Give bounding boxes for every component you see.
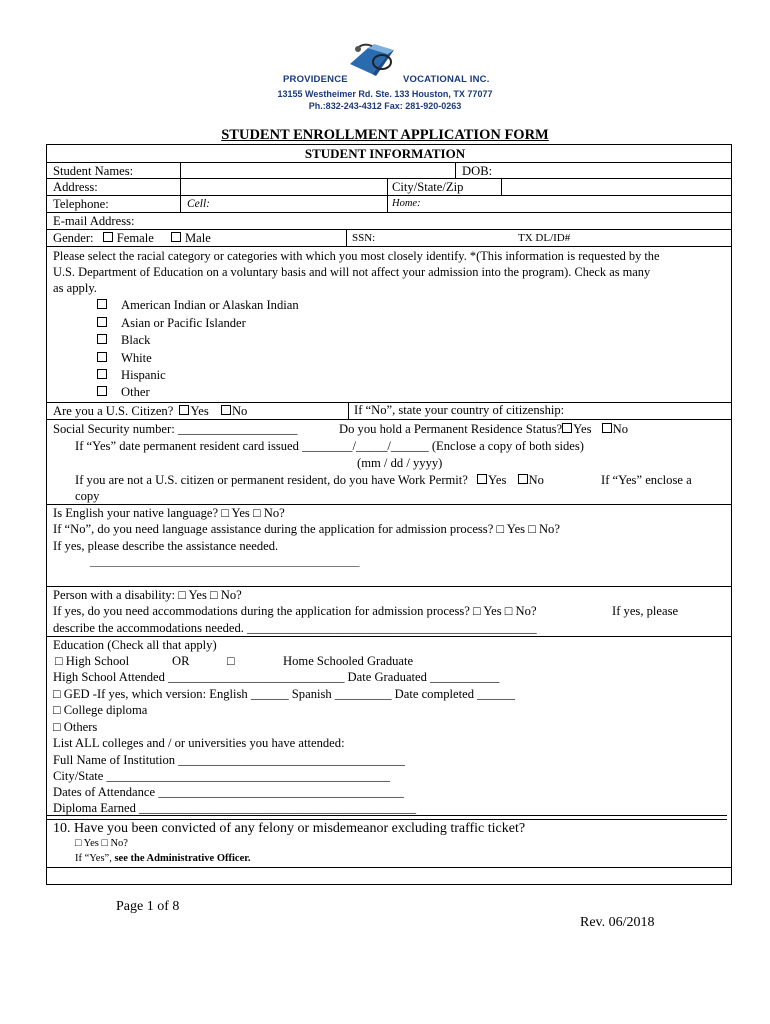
- txdl-label: TX DL/ID#: [518, 232, 571, 244]
- education-home-schooled: Home Schooled Graduate: [283, 654, 414, 668]
- female-checkbox[interactable]: [103, 232, 113, 242]
- citizen-question-label: Are you a U.S. Citizen?: [53, 404, 174, 418]
- english-question: Is English your native language? □ Yes □ No?: [53, 506, 285, 520]
- copy-label: copy: [75, 489, 100, 503]
- revision-date: Rev. 06/2018: [580, 915, 655, 930]
- ssn-label: SSN:: [352, 232, 376, 244]
- race-option: [97, 317, 246, 330]
- org-name-right: VOCATIONAL INC.: [403, 74, 490, 85]
- accommodation-please-label: If yes, please: [612, 604, 679, 618]
- work-permit-label: If you are not a U.S. citizen or permanent resident, do you have Work Permit?: [75, 473, 468, 487]
- city-state-field: City/State _____________________________________________: [53, 769, 390, 783]
- perm-yes-label: Yes: [573, 422, 592, 436]
- felony-instruction: [75, 854, 251, 865]
- others-option: □ Others: [53, 720, 98, 734]
- perm-date-field: If “Yes” date permanent resident card issued ________/_____/______ (Enclose a copy of both sides): [75, 439, 584, 453]
- race-option: [97, 334, 150, 347]
- org-phone: Ph.:832-243-4312 Fax: 281-920-0263: [308, 101, 462, 111]
- org-address: 13155 Westheimer Rd. Ste. 133 Houston, TX 77077: [277, 89, 493, 99]
- language-describe-label: If yes, please describe the assistance needed.: [53, 539, 279, 553]
- ssn-number-field: Social Security number: ___________________: [53, 422, 298, 436]
- race-checkbox[interactable]: [97, 317, 107, 327]
- felony-if-label: If “Yes”,: [75, 853, 112, 864]
- citizen-question: [53, 405, 247, 418]
- race-option-label: Other: [121, 385, 150, 399]
- org-name-left: PROVIDENCE: [283, 74, 348, 85]
- race-intro-line3: as apply.: [53, 281, 97, 295]
- race-option: [97, 299, 299, 312]
- race-option: [97, 352, 152, 365]
- perm-res-label: Do you hold a Permanent Residence Status?: [339, 422, 563, 436]
- page-number: Page 1 of 8: [116, 899, 180, 914]
- cell-label: Cell:: [187, 198, 210, 210]
- perm-yes-checkbox[interactable]: [562, 423, 572, 433]
- race-option-label: White: [121, 351, 152, 365]
- education-high-school: □ High School: [55, 654, 130, 668]
- race-intro-line1: Please select the racial category or categories with which you most closely identify. *(This information is requested by the: [53, 249, 660, 263]
- citizen-no-label: No: [231, 404, 248, 418]
- city-state-zip-label: City/State/Zip: [392, 180, 464, 194]
- work-yes-label: Yes: [488, 473, 507, 487]
- work-no-checkbox[interactable]: [518, 474, 528, 484]
- education-title: Education (Check all that apply): [53, 638, 217, 652]
- race-option: [97, 386, 150, 399]
- company-logo: [346, 40, 406, 82]
- diploma-earned-field: Diploma Earned ____________________________________________: [53, 801, 417, 815]
- gender-field: [53, 232, 211, 245]
- felony-yes-no: □ Yes □ No?: [75, 838, 128, 849]
- home-label: Home:: [392, 198, 421, 209]
- gender-label: Gender:: [53, 231, 94, 245]
- race-checkbox[interactable]: [97, 352, 107, 362]
- felony-question: 10. Have you been convicted of any felony or misdemeanor excluding traffic ticket?: [53, 821, 526, 836]
- citizenship-country-label: If “No”, state your country of citizenship:: [354, 403, 565, 417]
- citizen-yes-label: Yes: [190, 404, 209, 418]
- race-checkbox[interactable]: [97, 386, 107, 396]
- dates-attendance-field: Dates of Attendance _______________________________________: [53, 785, 404, 799]
- education-or: OR: [172, 654, 190, 668]
- perm-no-checkbox[interactable]: [602, 423, 612, 433]
- citizen-yes-checkbox[interactable]: [179, 405, 189, 415]
- male-label: Male: [184, 231, 211, 245]
- address-label: Address:: [53, 180, 98, 194]
- section-title: STUDENT INFORMATION: [304, 146, 466, 161]
- female-label: Female: [116, 231, 154, 245]
- race-option-label: Hispanic: [121, 368, 166, 382]
- accommodation-describe: describe the accommodations needed. ______________________________________________: [53, 621, 537, 635]
- date-format-hint: (mm / dd / yyyy): [357, 456, 443, 470]
- citizen-no-checkbox[interactable]: [221, 405, 231, 415]
- college-diploma: □ College diploma: [53, 703, 148, 717]
- race-checkbox[interactable]: [97, 299, 107, 309]
- form-title: STUDENT ENROLLMENT APPLICATION FORM: [221, 127, 549, 143]
- race-option-label: Black: [121, 333, 151, 347]
- list-colleges-label: List ALL colleges and / or universities you have attended:: [53, 736, 345, 750]
- male-checkbox[interactable]: [171, 232, 181, 242]
- race-intro-line2: U.S. Department of Education on a voluntary basis and will not affect your admission into the program). Check as many: [53, 265, 651, 279]
- perm-no-label: No: [612, 422, 629, 436]
- student-names-label: Student Names:: [53, 164, 134, 178]
- dob-label: DOB:: [462, 164, 493, 178]
- telephone-label: Telephone:: [53, 197, 109, 211]
- language-assist-question: If “No”, do you need language assistance during the application for admission process? □ Yes □ No?: [53, 522, 560, 536]
- race-option-label: Asian or Pacific Islander: [121, 316, 246, 330]
- race-checkbox[interactable]: [97, 369, 107, 379]
- work-yes-checkbox[interactable]: [477, 474, 487, 484]
- disability-question: Person with a disability: □ Yes □ No?: [53, 588, 242, 602]
- ged-line: □ GED -If yes, which version: English ______ Spanish _________ Date completed ______: [53, 687, 515, 701]
- language-describe-blank[interactable]: _________________________________________________: [90, 556, 360, 568]
- race-option: [97, 369, 166, 382]
- accommodation-question: If yes, do you need accommodations during the application for admission process? □ Yes □ No?: [53, 604, 537, 618]
- work-permit-question: [75, 474, 544, 487]
- education-home-box[interactable]: □: [227, 654, 235, 668]
- race-option-label: American Indian or Alaskan Indian: [121, 298, 299, 312]
- race-checkbox[interactable]: [97, 334, 107, 344]
- felony-see-officer: see the Administrative Officer.: [114, 853, 251, 864]
- work-no-label: No: [528, 473, 544, 487]
- institution-name-field: Full Name of Institution ____________________________________: [53, 753, 405, 767]
- high-school-attended: High School Attended ____________________________ Date Graduated ___________: [53, 670, 500, 684]
- perm-res-question: [339, 423, 628, 436]
- email-label: E-mail Address:: [53, 214, 135, 228]
- work-enclose-label: If “Yes” enclose a: [601, 473, 692, 487]
